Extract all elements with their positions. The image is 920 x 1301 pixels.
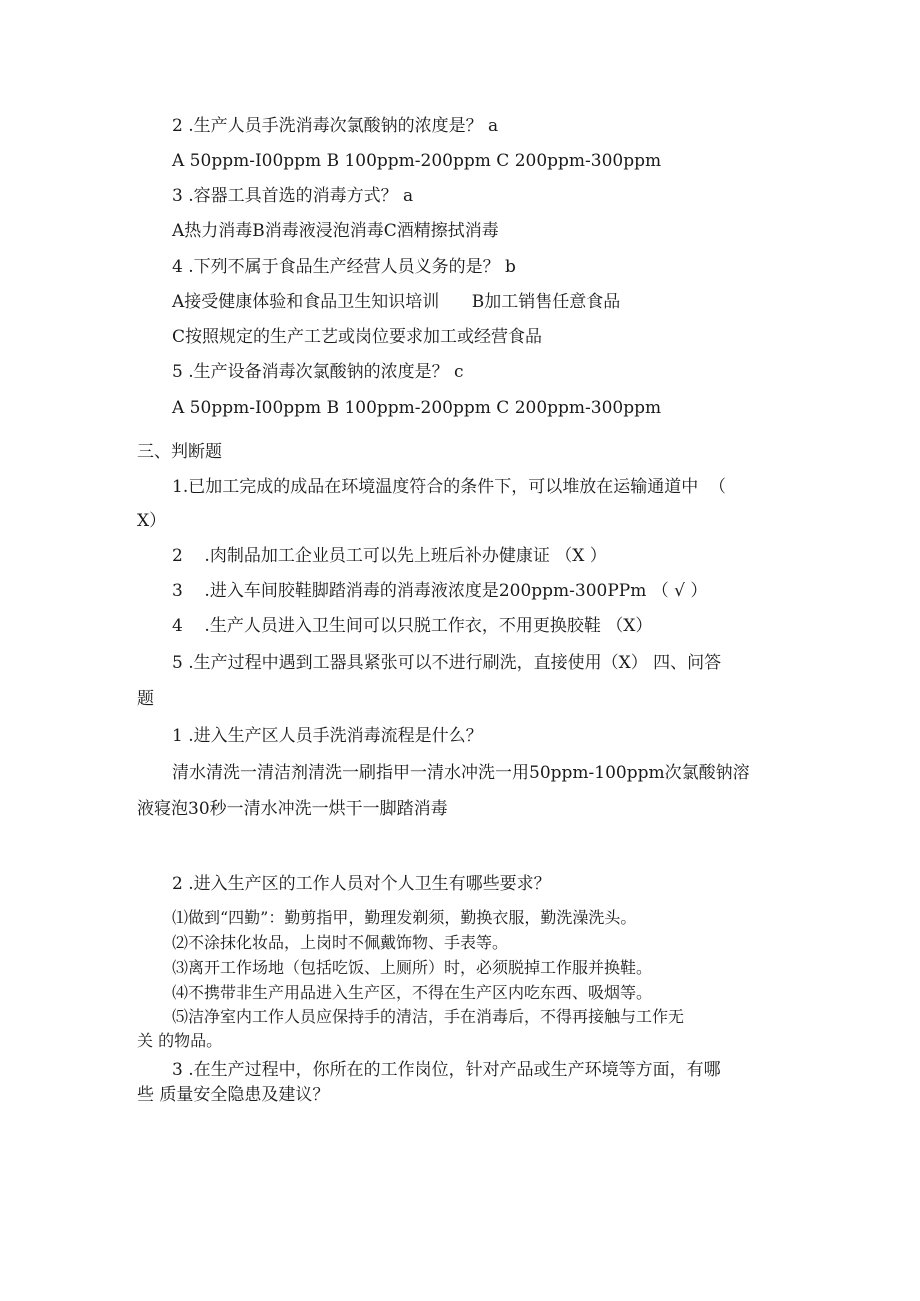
qa-answer-2-item-5-line-2: 关 的物品。 (137, 1031, 223, 1050)
question-4-options-line-2: C按照规定的生产工艺或岗位要求加工或经营食品 (172, 327, 543, 347)
question-2-options: A 50ppm-I00ppm B 100ppm-200ppm C 200ppm-300ppm (172, 151, 662, 171)
judgement-3: 3 .进入车间胶鞋脚踏消毒的消毒液浓度是200ppm-300PPm （ √ ） (172, 581, 708, 601)
question-5: 5 .生产设备消毒次氯酸钠的浓度是？ c (172, 362, 464, 382)
judgement-1-line-2: X） (137, 511, 167, 531)
judgement-5-line-2: 题 (137, 689, 154, 709)
question-5-options: A 50ppm-I00ppm B 100ppm-200ppm C 200ppm-300ppm (172, 398, 662, 418)
question-2: 2 .生产人员手洗消毒次氯酸钠的浓度是？ a (172, 116, 499, 136)
judgement-1-line-1: 1.已加工完成的成品在环境温度符合的条件下，可以堆放在运输通道中 （ (172, 477, 727, 497)
judgement-2: 2 .肉制品加工企业员工可以先上班后补办健康证 （X ） (172, 546, 607, 566)
question-4-options-line-1: A接受健康体验和食品卫生知识培训 B加工销售任意食品 (172, 292, 621, 312)
judgement-4: 4 .生产人员进入卫生间可以只脱工作衣，不用更换胶鞋 （X） (172, 616, 653, 636)
question-3: 3 .容器工具首选的消毒方式？ a (172, 186, 414, 206)
qa-answer-2-item-1: ⑴做到“四勤”：勤剪指甲，勤理发剃须，勤换衣服，勤洗澡洗头。 (172, 908, 637, 927)
qa-answer-1-line-2: 液寝泡30秒一清水冲洗一烘干一脚踏消毒 (137, 799, 448, 819)
section-heading-judgement: 三、判断题 (137, 442, 222, 462)
qa-answer-2-item-3: ⑶离开工作场地（包括吃饭、上厕所）时，必须脱掉工作服并换鞋。 (172, 958, 653, 977)
question-4: 4 .下列不属于食品生产经营人员义务的是？ b (172, 257, 516, 277)
qa-answer-2-item-4: ⑷不携带非生产用品进入生产区，不得在生产区内吃东西、吸烟等。 (172, 983, 653, 1002)
qa-question-2: 2 .进入生产区的工作人员对个人卫生有哪些要求？ (172, 874, 551, 894)
question-3-options: A热力消毒B消毒液浸泡消毒C酒精擦拭消毒 (172, 221, 499, 241)
qa-question-1: 1 .进入生产区人员手洗消毒流程是什么？ (172, 726, 483, 746)
qa-answer-2-item-2: ⑵不涂抹化妆品，上岗时不佩戴饰物、手表等。 (172, 933, 509, 952)
judgement-5-line-1: 5 .生产过程中遇到工器具紧张可以不进行刷洗，直接使用（X） 四、问答 (172, 653, 722, 673)
qa-answer-2-item-5-line-1: ⑸洁净室内工作人员应保持手的清洁，手在消毒后，不得再接触与工作无 (172, 1007, 685, 1026)
qa-question-3-line-2: 些 质量安全隐患及建议？ (137, 1085, 330, 1105)
qa-question-3-line-1: 3 .在生产过程中，你所在的工作岗位，针对产品或生产环境等方面，有哪 (172, 1060, 721, 1080)
qa-answer-1-line-1: 清水清洗一清洁剂清洗一刷指甲一清水冲洗一用50ppm-100ppm次氯酸钠溶 (172, 763, 750, 783)
